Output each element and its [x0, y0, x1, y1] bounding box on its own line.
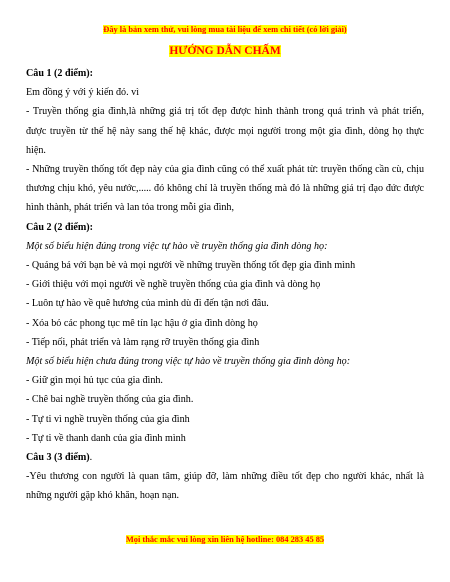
q2-wrong-item: - Giữ gìn mọi hủ tục của gia đình. [26, 375, 163, 387]
q3-heading: Câu 3 (3 điểm) [26, 452, 90, 464]
q2-wrong-item: - Tự ti về thanh danh của gia đình mình [26, 432, 186, 444]
q2-correct-item: - Tiếp nối, phát triển và làm rạng rỡ truyền thống gia đình [26, 336, 260, 348]
q1-line: - Truyền thống gia đình,là những giá trị tốt đẹp được hình thành trong quá trình và phát triển, được truyền từ thế hệ này sang thế hệ khác, được mọi người trong một gia đình, dòng họ thực hiện. [26, 106, 424, 156]
q2-correct-item: - Xóa bỏ các phong tục mê tín lạc hậu ở gia đình dòng họ [26, 317, 258, 329]
hotline-text: Mọi thắc mắc vui lòng xin liên hệ hotline: 084 283 45 85 [125, 535, 325, 544]
q2-wrong-item: - Chê bai nghề truyền thống của gia đình. [26, 394, 194, 406]
q2-correct-intro: Một số biểu hiện đúng trong việc tự hào về truyền thống gia đình dòng họ: [26, 240, 328, 252]
q2-heading: Câu 2 (2 điểm): [26, 221, 94, 233]
q1-heading: Câu 1 (2 điểm): [26, 68, 94, 79]
document-title [0, 44, 450, 58]
q1-line: - Những truyền thống tốt đẹp này của gia đình cũng có thể xuất phát từ: truyền thống cần cù, chịu thương chịu khó, yêu nước,..... đó không chỉ là truyền thống mà đó là những giá trị đạo đức được hình thành, phát triển và lan tỏa trong mỗi gia đình, [26, 164, 424, 214]
q1-line: Em đồng ý với ý kiến đó. vì [26, 87, 139, 99]
q3-line: -Yêu thương con người là quan tâm, giúp đỡ, làm những điều tốt đẹp cho người khác, nhất là những người gặp khó khăn, hoạn nạn. [26, 471, 424, 502]
q3-heading-suffix: . [89, 452, 93, 464]
q2-correct-item: - Giới thiệu với mọi người về nghề truyền thống của gia đình và dòng họ [26, 279, 321, 291]
preview-notice-text: Đây là bản xem thử, vui lòng mua tài liệu để xem chi tiết (có lời giải) [103, 25, 347, 34]
document-title-text: HƯỚNG DẪN CHẤM [169, 45, 281, 57]
q2-wrong-intro: Một số biểu hiện chưa đúng trong việc tự hào về truyền thống gia đình dòng họ: [26, 356, 351, 368]
preview-notice-banner [0, 24, 450, 35]
hotline-banner [0, 534, 450, 545]
q3-heading-line [26, 448, 424, 467]
q2-correct-item: - Luôn tự hào về quê hương của mình dù đi đến tận nơi đâu. [26, 298, 269, 310]
q2-wrong-item: - Tự ti vì nghề truyền thống của gia đình [26, 413, 190, 425]
q2-correct-item: - Quảng bá với bạn bè và mọi người về những truyền thống tốt đẹp gia đình mình [26, 260, 356, 272]
document-content [26, 64, 424, 506]
